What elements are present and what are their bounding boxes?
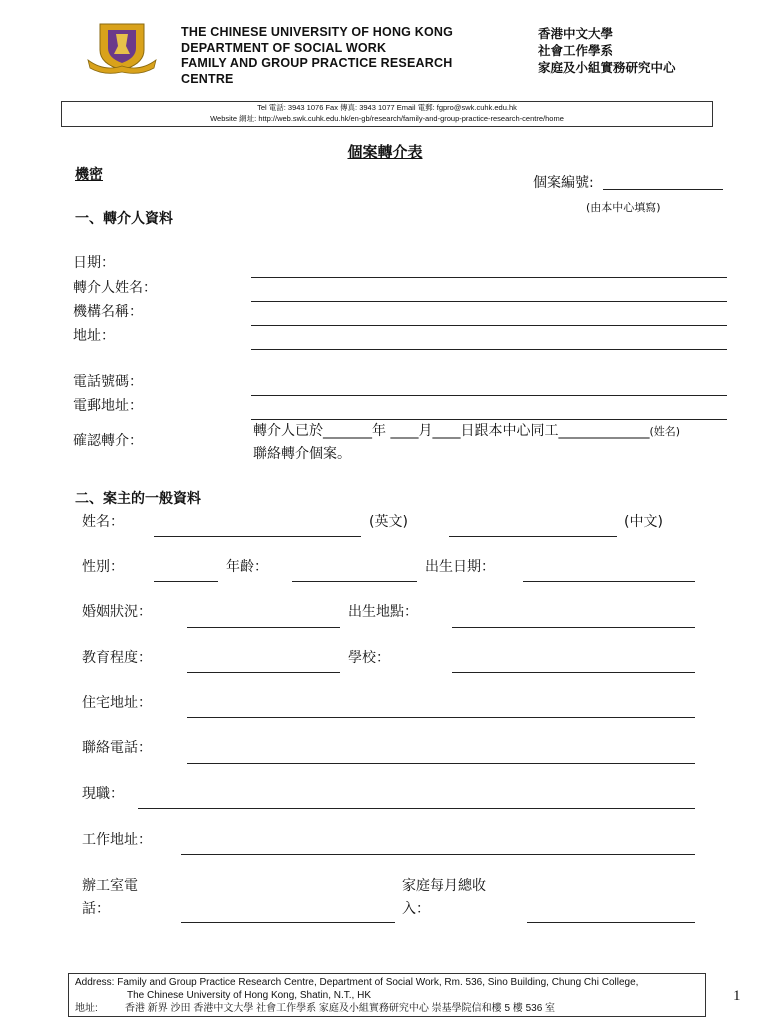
- header-zh-line: 家庭及小組實務研究中心: [538, 60, 676, 75]
- school-label: 學校：: [348, 650, 390, 666]
- work-address-field[interactable]: [181, 854, 695, 855]
- gender-label: 性別：: [82, 559, 124, 575]
- occupation-field[interactable]: [138, 808, 695, 809]
- header-english: [181, 25, 453, 87]
- page-number: 1: [733, 988, 741, 1004]
- section2-title: 二、案主的一般資料: [75, 491, 201, 507]
- income-label-1: 家庭每月總收: [402, 878, 486, 894]
- case-no-label: 個案編號:: [533, 175, 594, 191]
- confidential-label: 機密: [75, 167, 103, 183]
- office-phone-label-2: 話：: [82, 901, 110, 917]
- english-label: (英文): [369, 514, 408, 530]
- birthplace-field[interactable]: [452, 627, 695, 628]
- age-label: 年齡：: [226, 559, 268, 575]
- office-phone-field[interactable]: [181, 922, 395, 923]
- referrer-name-field[interactable]: [251, 301, 727, 302]
- org-name-label: 機構名稱：: [73, 304, 143, 320]
- contact-phone-label: 聯絡電話：: [82, 740, 152, 756]
- header-en-line: DEPARTMENT OF SOCIAL WORK: [181, 40, 387, 55]
- footer-line-3-label: 地址:: [75, 1003, 98, 1014]
- marital-label: 婚姻狀況：: [82, 604, 152, 620]
- date-field[interactable]: [251, 277, 727, 278]
- header-chinese: [538, 25, 676, 76]
- income-field[interactable]: [527, 922, 695, 923]
- income-label-2: 入：: [402, 901, 430, 917]
- school-field[interactable]: [452, 672, 695, 673]
- occupation-label: 現職：: [82, 786, 124, 802]
- case-no-field[interactable]: [603, 189, 723, 190]
- cuhk-logo: [86, 20, 158, 74]
- header-en-line: FAMILY AND GROUP PRACTICE RESEARCH: [181, 56, 453, 70]
- confirm-text: 轉介人已於_______年 ____月____日跟本中心同工_____________: [253, 423, 650, 439]
- footer-address-box: [68, 973, 706, 1017]
- org-name-field[interactable]: [251, 325, 727, 326]
- footer-line-1: Address: Family and Group Practice Research Centre, Department of Social Work, Rm. 536, Sino Building, Chung Chi College,: [75, 977, 639, 988]
- contact-line: Tel 電話: 3943 1076 Fax 傳真: 3943 1077 Email 電郵: fgpro@swk.cuhk.edu.hk: [257, 103, 517, 112]
- confirm-text-2: 聯絡轉介個案。: [253, 446, 351, 462]
- address-label: 地址：: [73, 328, 115, 344]
- footer-line-2: The Chinese University of Hong Kong, Shatin, N.T., HK: [127, 990, 372, 1001]
- office-phone-label-1: 辦工室電: [82, 878, 138, 894]
- header-zh-line: 社會工作學系: [538, 43, 614, 58]
- home-address-label: 住宅地址：: [82, 695, 152, 711]
- confirm-statement: [253, 422, 680, 441]
- gender-field[interactable]: [154, 581, 218, 582]
- header-en-line: CENTRE: [181, 71, 234, 86]
- chinese-label: (中文): [624, 514, 663, 530]
- email-field[interactable]: [251, 419, 727, 420]
- form-title: 個案轉介表: [347, 143, 423, 161]
- email-label: 電郵地址：: [73, 398, 143, 414]
- confirm-name-note: (姓名): [649, 425, 681, 438]
- marital-field[interactable]: [187, 627, 340, 628]
- case-no-note: (由本中心填寫): [586, 201, 661, 214]
- home-address-field[interactable]: [187, 717, 695, 718]
- education-label: 教育程度：: [82, 650, 152, 666]
- name-english-field[interactable]: [154, 536, 361, 537]
- header-zh-line: 香港中文大學: [538, 26, 614, 41]
- age-field[interactable]: [292, 581, 417, 582]
- website-line: Website 網址: http://web.swk.cuhk.edu.hk/en-gb/research/family-and-group-practice-research-centre/home: [210, 114, 564, 123]
- confirm-label: 確認轉介：: [73, 433, 143, 449]
- name-chinese-field[interactable]: [449, 536, 617, 537]
- phone-label: 電話號碼：: [73, 374, 143, 390]
- dob-field[interactable]: [523, 581, 695, 582]
- phone-field[interactable]: [251, 395, 727, 396]
- referrer-name-label: 轉介人姓名：: [73, 280, 157, 296]
- section1-title: 一、轉介人資料: [75, 211, 173, 227]
- work-address-label: 工作地址：: [82, 832, 152, 848]
- footer-line-3: 香港 新界 沙田 香港中文大學 社會工作學系 家庭及小組實務研究中心 崇基學院信和樓 5 樓 536 室: [125, 1003, 556, 1014]
- contact-phone-field[interactable]: [187, 763, 695, 764]
- address-field[interactable]: [251, 349, 727, 350]
- birthplace-label: 出生地點：: [348, 604, 418, 620]
- header-en-line: THE CHINESE UNIVERSITY OF HONG KONG: [181, 25, 454, 39]
- name-label: 姓名：: [82, 514, 124, 530]
- education-field[interactable]: [187, 672, 340, 673]
- date-label: 日期：: [73, 255, 115, 271]
- contact-box: [61, 101, 713, 127]
- dob-label: 出生日期：: [425, 559, 495, 575]
